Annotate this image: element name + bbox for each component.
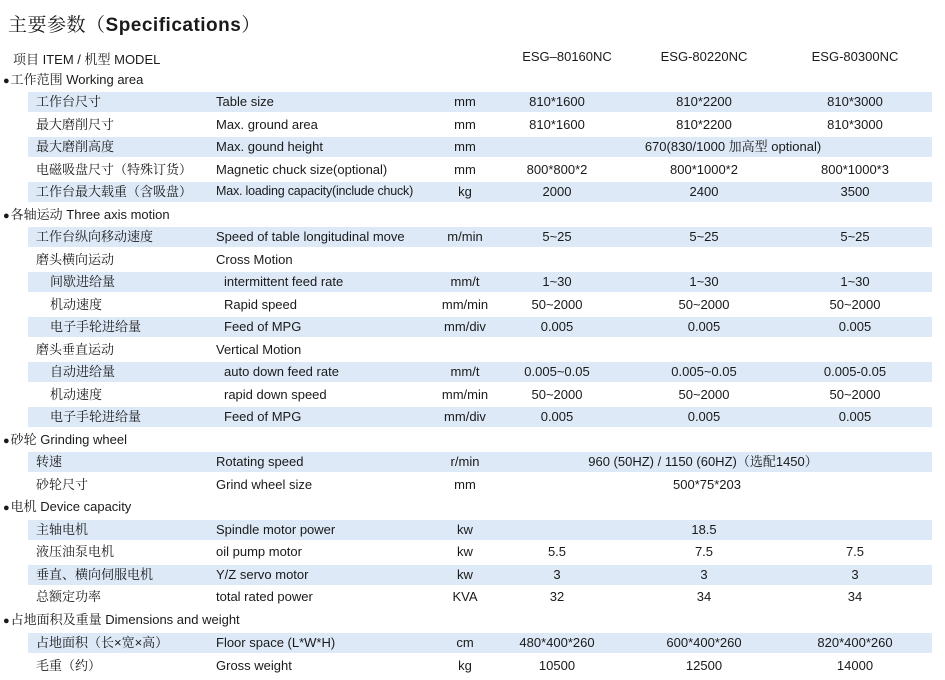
row-unit: mm/t (450, 364, 480, 379)
row-label-zh: 磨头垂直运动 (36, 342, 115, 357)
row-label-zh: 机动速度 (50, 387, 103, 402)
row-value-span: 18.5 (691, 522, 717, 537)
row-value-2: 810*2200 (676, 94, 732, 109)
table-row (0, 339, 945, 360)
table-row (0, 159, 945, 180)
section-title: 占地面积及重量 Dimensions and weight (10, 612, 240, 627)
row-label-en: total rated power (216, 589, 313, 604)
row-value-2: 2400 (689, 184, 719, 199)
row-value-1: 0.005~0.05 (524, 364, 590, 379)
row-value-2: 0.005 (687, 319, 721, 334)
row-unit: mm (454, 139, 476, 154)
row-label-zh: 垂直、横向伺服电机 (36, 567, 154, 582)
row-value-3: 0.005 (838, 319, 872, 334)
header-item-model: 项目 ITEM / 机型 MODEL (13, 52, 161, 67)
row-value-1: 5.5 (547, 544, 567, 559)
row-unit: mm (454, 477, 476, 492)
section-title: 电机 Device capacity (10, 499, 132, 514)
table-row (0, 564, 945, 585)
row-value-1: 810*1600 (529, 117, 585, 132)
row-unit: kw (457, 567, 473, 582)
row-label-en: Floor space (L*W*H) (216, 635, 336, 650)
title-en: Specifications (105, 15, 242, 36)
row-value-1: 810*1600 (529, 94, 585, 109)
row-value-3: 50~2000 (829, 297, 881, 312)
table-row (0, 249, 945, 270)
row-value-3: 14000 (836, 658, 874, 673)
row-unit: r/min (450, 454, 480, 469)
row-label-en: Max. ground area (216, 117, 318, 132)
row-label-en: Vertical Motion (216, 342, 302, 357)
row-label-en: Grind wheel size (216, 477, 313, 492)
row-value-3: 7.5 (845, 544, 865, 559)
table-row (0, 294, 945, 315)
header-model-2: ESG-80220NC (660, 49, 748, 64)
section-title: 砂轮 Grinding wheel (10, 432, 127, 447)
row-label-zh: 工作台纵向移动速度 (36, 229, 154, 244)
row-label-zh: 电子手轮进给量 (50, 409, 142, 424)
row-unit: mm (454, 94, 476, 109)
row-label-en: Feed of MPG (224, 409, 302, 424)
table-row (0, 91, 945, 112)
row-value-2: 1~30 (689, 274, 719, 289)
row-label-en: Rapid speed (224, 297, 297, 312)
row-label-en: Spindle motor power (216, 522, 336, 537)
row-label-zh: 间歇进给量 (50, 274, 116, 289)
row-label-zh: 总额定功率 (36, 589, 102, 604)
row-label-en: Gross weight (216, 658, 292, 673)
row-value-2: 5~25 (689, 229, 719, 244)
row-value-1: 480*400*260 (519, 635, 595, 650)
row-value-3: 0.005 (838, 409, 872, 424)
table-row (0, 474, 945, 495)
row-label-en: intermittent feed rate (224, 274, 344, 289)
row-value-2: 3 (700, 567, 708, 582)
table-row (0, 114, 945, 135)
row-value-2: 50~2000 (678, 297, 730, 312)
row-label-en: auto down feed rate (224, 364, 339, 379)
row-value-3: 810*3000 (827, 94, 883, 109)
row-unit: kg (458, 658, 472, 673)
table-row (0, 316, 945, 337)
row-unit: mm/t (450, 274, 480, 289)
row-unit: mm (454, 162, 476, 177)
row-value-span: 670(830/1000 加高型 optional) (644, 139, 822, 154)
row-label-en: Speed of table longitudinal move (216, 229, 405, 244)
row-value-3: 50~2000 (829, 387, 881, 402)
row-value-2: 0.005 (687, 409, 721, 424)
table-row (0, 181, 945, 202)
row-unit: mm/min (441, 387, 489, 402)
row-value-span: 500*75*203 (673, 477, 741, 492)
page-title (8, 10, 261, 37)
row-value-1: 1~30 (542, 274, 572, 289)
row-label-en: Max. loading capacity(include chuck) (216, 184, 414, 198)
row-label-zh: 电磁吸盘尺寸（特殊订货） (36, 162, 193, 177)
row-value-3: 1~30 (840, 274, 870, 289)
table-row (0, 655, 945, 676)
row-unit: mm/div (444, 409, 486, 424)
table-row (0, 586, 945, 607)
row-value-1: 800*800*2 (526, 162, 588, 177)
section-grinding-wheel: ●砂轮 Grinding wheel (3, 432, 127, 447)
row-label-en: Table size (216, 94, 274, 109)
row-value-2: 34 (696, 589, 712, 604)
row-label-zh: 机动速度 (50, 297, 103, 312)
row-label-zh: 工作台尺寸 (36, 94, 102, 109)
row-label-zh: 砂轮尺寸 (36, 477, 89, 492)
table-row (0, 226, 945, 247)
row-value-3: 3 (851, 567, 859, 582)
row-value-span: 960 (50HZ) / 1150 (60HZ)（选配1450） (588, 454, 818, 469)
row-value-1: 0.005 (540, 319, 574, 334)
row-label-zh: 电子手轮进给量 (50, 319, 142, 334)
row-value-2: 12500 (685, 658, 723, 673)
row-value-2: 810*2200 (676, 117, 732, 132)
section-title: 各轴运动 Three axis motion (10, 207, 170, 222)
header-model-1: ESG–80160NC (522, 49, 612, 64)
section-working-area: ●工作范围 Working area (3, 72, 144, 87)
table-row (0, 361, 945, 382)
row-value-3: 810*3000 (827, 117, 883, 132)
row-value-1: 50~2000 (531, 387, 583, 402)
row-value-3: 34 (847, 589, 863, 604)
table-row (0, 541, 945, 562)
row-unit: kw (457, 522, 473, 537)
row-label-zh: 占地面积（长×宽×高） (36, 635, 169, 650)
row-label-zh: 主轴电机 (36, 522, 89, 537)
row-label-zh: 毛重（约） (36, 658, 102, 673)
row-value-3: 5~25 (840, 229, 870, 244)
row-value-2: 50~2000 (678, 387, 730, 402)
table-row (0, 384, 945, 405)
table-row (0, 406, 945, 427)
row-unit: mm/div (444, 319, 486, 334)
section-dimensions: ●占地面积及重量 Dimensions and weight (3, 612, 240, 627)
table-row (0, 451, 945, 472)
row-unit: KVA (452, 589, 478, 604)
section-axis-motion: ●各轴运动 Three axis motion (3, 207, 170, 222)
table-row (0, 519, 945, 540)
row-value-1: 50~2000 (531, 297, 583, 312)
row-unit: cm (456, 635, 474, 650)
section-title: 工作范围 Working area (10, 72, 144, 87)
row-label-en: Magnetic chuck size(optional) (216, 162, 388, 177)
row-value-1: 5~25 (542, 229, 572, 244)
row-label-zh: 工作台最大载重（含吸盘） (36, 184, 193, 199)
row-label-en: Feed of MPG (224, 319, 302, 334)
row-value-1: 3 (553, 567, 561, 582)
row-value-3: 0.005-0.05 (823, 364, 887, 379)
row-label-en: Max. gound height (216, 139, 323, 154)
row-value-3: 800*1000*3 (821, 162, 889, 177)
header-model-3: ESG-80300NC (811, 49, 899, 64)
row-label-en: rapid down speed (224, 387, 327, 402)
title-zh: 主要参数（ (8, 15, 106, 36)
row-label-en: Cross Motion (216, 252, 293, 267)
row-label-zh: 磨头横向运动 (36, 252, 115, 267)
row-label-zh: 最大磨削高度 (36, 139, 115, 154)
table-row (0, 136, 945, 157)
row-unit: mm (454, 117, 476, 132)
row-label-zh: 最大磨削尺寸 (36, 117, 115, 132)
row-value-1: 32 (549, 589, 565, 604)
row-unit: kg (458, 184, 472, 199)
row-value-1: 10500 (538, 658, 576, 673)
row-value-1: 0.005 (540, 409, 574, 424)
table-row (0, 632, 945, 653)
title-close: ） (241, 15, 261, 36)
row-value-1: 2000 (542, 184, 572, 199)
row-label-zh: 液压油泵电机 (36, 544, 115, 559)
row-unit: m/min (447, 229, 483, 244)
table-row (0, 271, 945, 292)
row-value-3: 3500 (840, 184, 870, 199)
row-value-3: 820*400*260 (817, 635, 893, 650)
row-value-2: 800*1000*2 (670, 162, 738, 177)
row-label-en: Rotating speed (216, 454, 304, 469)
row-unit: kw (457, 544, 473, 559)
row-value-2: 0.005~0.05 (671, 364, 737, 379)
section-device-capacity: ●电机 Device capacity (3, 499, 132, 514)
row-label-en: Y/Z servo motor (216, 567, 309, 582)
row-value-2: 600*400*260 (666, 635, 742, 650)
row-label-zh: 转速 (36, 454, 63, 469)
row-unit: mm/min (441, 297, 489, 312)
row-label-zh: 自动进给量 (50, 364, 116, 379)
row-label-en: oil pump motor (216, 544, 302, 559)
row-value-2: 7.5 (694, 544, 714, 559)
